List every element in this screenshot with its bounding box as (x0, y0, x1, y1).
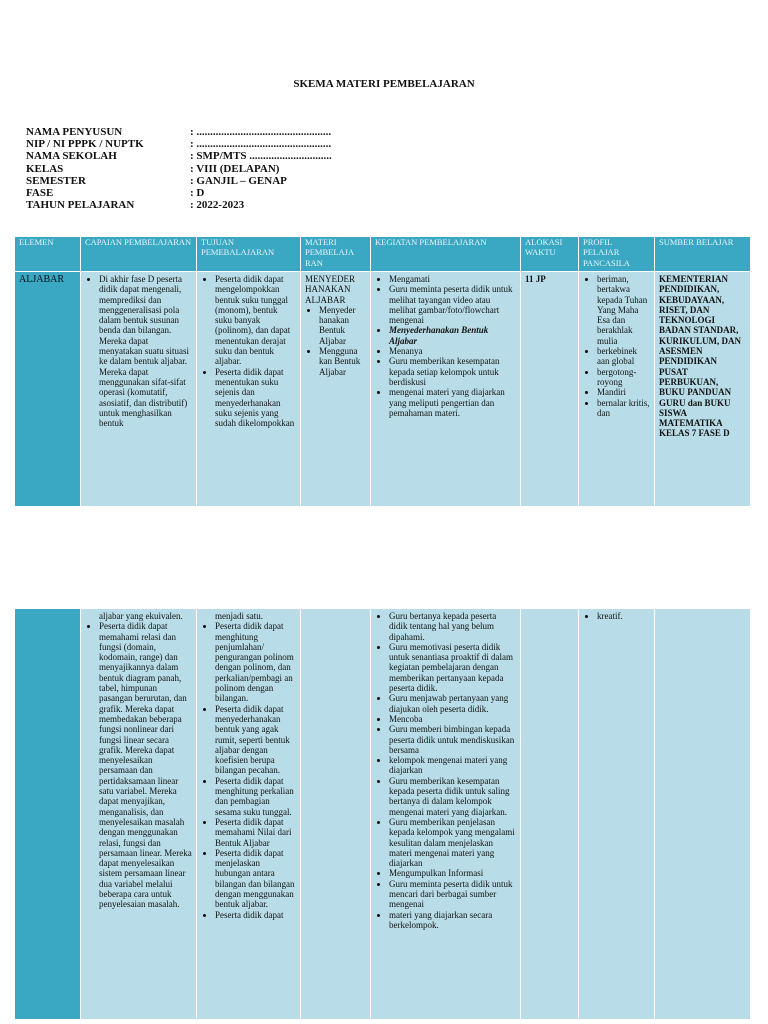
document-title: SKEMA MATERI PEMBELAJARAN (293, 78, 475, 90)
materi-heading: MENYEDER HANAKAN ALJABAR (305, 274, 355, 305)
alokasi-cell: 11 JP (521, 272, 579, 507)
elemen-cell: ALJABAR (15, 272, 81, 507)
schema-table-part-2 (14, 608, 751, 1020)
list-item: • Guru menjawab pertanyaan yang diajukan oleh peserta didik. (389, 693, 516, 714)
list-item: • Guru memberi bimbingan kepada peserta didik untuk mendiskusikan bersama (389, 724, 516, 755)
capaian-cell (81, 272, 197, 507)
identity-block (26, 126, 332, 211)
sumber-cell: KEMENTERIAN PENDIDIKAN, KEBUDAYAAN, RISET, DAN TEKNOLOGI BADAN STANDAR, KURIKULUM, DAN ASESMEN PENDIDIKAN PUSAT PERBUKUAN, BUKU PANDUAN GURU dan BUKU SISWA MATEMATIKA KELAS 7 FASE D (655, 272, 751, 507)
list-item: • beriman, bertakwa kepada Tuhan Yang Maha Esa dan berakhlak mulia (597, 274, 650, 346)
header-alokasi: ALOKASI WAKTU (521, 237, 579, 272)
schema-table-part-1 (14, 236, 751, 507)
list-item: • Mengguna kan Bentuk Aljabar (319, 346, 366, 377)
list-item: • Peserta didik dapat menghitung perkalian dan pembagian sesama suku tunggal. (215, 776, 296, 817)
list-item: • berkebinek aan global (597, 346, 650, 367)
list-item: • kelompok mengenai materi yang diajarkan (389, 755, 516, 776)
table-row (15, 609, 751, 1020)
list-item: • materi yang diajarkan secara berkelompok. (389, 910, 516, 931)
kegiatan-cell (371, 272, 521, 507)
header-kegiatan: KEGIATAN PEMBELAJARAN (371, 237, 521, 272)
header-materi: MATERI PEMBELAJA RAN (301, 237, 371, 272)
list-item: • bernalar kritis, dan (597, 398, 650, 419)
info-row: SEMESTER : GANJIL – GENAP (26, 174, 287, 187)
elemen-cell (15, 609, 81, 1020)
header-profil: PROFIL PELAJAR PANCASILA (579, 237, 655, 272)
header-tujuan: TUJUAN PEMEBALAJARAN (197, 237, 301, 272)
list-item: • Mengumpulkan Informasi (389, 868, 516, 878)
continued-text: aljabar yang ekuivalen. (99, 611, 183, 621)
list-item: • mengenai materi yang diajarkan yang meliputi pengertian dan pemahaman materi. (389, 387, 516, 418)
list-item: • Guru memberikan penjelasan kepada kelompok yang mengalami kesulitan dalam menjelaskan materi mengenai materi yang diajarkan (389, 817, 516, 868)
info-row: NAMA PENYUSUN : ................................................. (26, 126, 332, 138)
alokasi-cell (521, 609, 579, 1020)
list-item: • Mengamati (389, 274, 516, 284)
list-item: • Guru meminta peserta didik untuk mencari dari berbagai sumber mengenai (389, 879, 516, 910)
list-item: • Peserta didik dapat memahami relasi dan fungsi (domain, kodomain, range) dan menyajikannya dalam bentuk diagram panah, tabel, himpunan pasangan berurutan, dan grafik. Mereka dapat membedakan beberapa fungsi nonlinear dari fungsi linear secara grafik. Mereka dapat menyelesaikan persamaan dan pertidaksamaan linear satu variabel. Mereka dapat menyajikan, menganalisis, dan menyelesaikan masalah dengan menggunakan relasi, fungsi dan persamaan linear. Mereka dapat menyelesaikan sistem persamaan linear dua variabel melalui beberapa cara untuk penyelesaian masalah. (99, 621, 192, 909)
kegiatan-cell (371, 609, 521, 1020)
continued-text: menjadi satu. (215, 611, 263, 621)
info-row: FASE : D (26, 187, 205, 200)
list-item: • Mencoba (389, 714, 516, 724)
list-item: • Peserta didik dapat menyederhanakan bentuk yang agak rumit, seperti bentuk aljabar dengan koefisien berupa bilangan pecahan. (215, 704, 296, 776)
info-row: NIP / NI PPPK / NUPTK : ................................................. (26, 138, 332, 151)
header-capaian: CAPAIAN PEMBELAJARAN (81, 237, 197, 272)
list-item: • bergotong-royong (597, 367, 650, 388)
list-item: • Peserta didik dapat menghitung penjumlahan/ pengurangan polinom dengan polinom, dan perkalian/pembagi an polinom dengan bilangan. (215, 621, 296, 703)
list-item: • Di akhir fase D peserta didik dapat mengenali, memprediksi dan menggeneralisasi pola dalam bentuk susunan benda dan bilangan. Mereka dapat menyatakan suatu situasi ke dalam bentuk aljabar. Mereka dapat menggunakan sifat-sifat operasi (komutatif, asosiatif, dan distributif) untuk menghasilkan bentuk (99, 274, 192, 428)
list-item: • Peserta didik dapat memahami Nilai dari Bentuk Aljabar (215, 817, 296, 848)
list-item: • Guru memotivasi peserta didik untuk senantiasa proaktif di dalam kegiatan pembelajaran dengan memberikan pertanyaan kepada peserta didik. (389, 642, 516, 693)
capaian-cell (81, 609, 197, 1020)
info-row: TAHUN PELAJARAN : 2022-2023 (26, 199, 245, 212)
list-item: • Peserta didik dapat (215, 910, 296, 920)
profil-cell (579, 609, 655, 1020)
list-item: • Menyeder hanakan Bentuk Aljabar (319, 305, 366, 346)
sumber-cell (655, 609, 751, 1020)
list-item: • Guru meminta peserta didik untuk melihat tayangan video atau melihat gambar/foto/flowchart mengenai (389, 284, 516, 325)
list-item: • Guru memberikan kesempatan kepada peserta didik untuk saling bertanya di dalam kelompok mengenai materi yang diajarkan. (389, 776, 516, 817)
list-item: • Peserta didik dapat menentukan suku sejenis dan menyederhanakan suku sejenis yang sudah dikelompokkan (215, 367, 296, 429)
list-item: • Menyederhanakan Bentuk Aljabar (389, 325, 516, 346)
info-row: KELAS : VIII (DELAPAN) (26, 162, 280, 175)
tujuan-cell (197, 272, 301, 507)
list-item: • Peserta didik dapat mengelompokkan bentuk suku tunggal (monom), bentuk suku banyak (polinom), dan dapat menentukan derajat suku dan bentuk aljabar. (215, 274, 296, 367)
table-row (15, 272, 751, 507)
list-item: • Guru bertanya kepada peserta didik tentang hal yang belum dipahami. (389, 611, 516, 642)
list-item: • Menanya (389, 346, 516, 356)
list-item: • Mandiri (597, 387, 650, 397)
info-row: NAMA SEKOLAH : SMP/MTS .............................. (26, 150, 332, 163)
header-elemen: ELEMEN (15, 237, 81, 272)
materi-cell (301, 609, 371, 1020)
list-item: • Guru memberikan kesempatan kepada setiap kelompok untuk berdiskusi (389, 356, 516, 387)
table-header-row (15, 237, 751, 272)
list-item: • Peserta didik dapat menjelaskan hubungan antara bilangan dan bilangan dengan menggunakan bentuk aljabar. (215, 848, 296, 910)
list-item: • kreatif. (597, 611, 650, 621)
tujuan-cell (197, 609, 301, 1020)
header-sumber: SUMBER BELAJAR (655, 237, 751, 272)
materi-cell (301, 272, 371, 507)
profil-cell (579, 272, 655, 507)
